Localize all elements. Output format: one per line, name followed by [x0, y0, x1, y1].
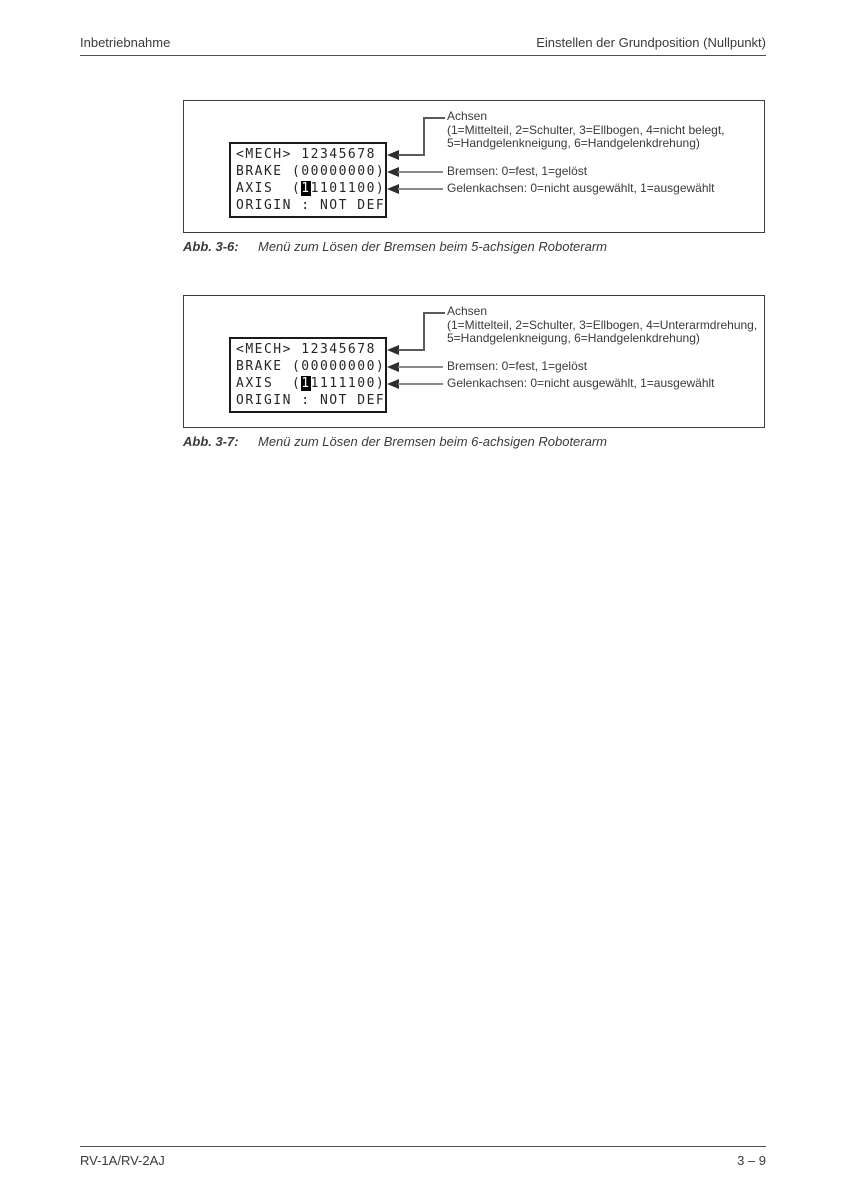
arrow-shaft-axes-top [423, 117, 445, 119]
header-rule [80, 55, 766, 56]
display-line-origin: ORIGIN : NOT DEF [236, 198, 386, 213]
axis-suffix: 1111100) [310, 376, 386, 391]
annotation-brakes: Bremsen: 0=fest, 1=gelöst [447, 359, 588, 373]
figure-abb-3-7 [183, 295, 765, 449]
figure-caption [183, 434, 765, 449]
arrow-shaft-axes [398, 154, 425, 156]
annotation-axes-detail-1: (1=Mittelteil, 2=Schulter, 3=Ellbogen, 4=Unterarmdrehung, [447, 317, 758, 332]
display-line-axis [236, 180, 386, 197]
annotation-axes-detail-1: (1=Mittelteil, 2=Schulter, 3=Ellbogen, 4=nicht belegt, [447, 122, 725, 137]
display-line-brake: BRAKE (00000000) [236, 359, 386, 374]
caption-label: Abb. 3-7: [183, 434, 239, 449]
arrow-elbow-axes [423, 117, 425, 156]
display-line-origin: ORIGIN : NOT DEF [236, 393, 386, 408]
arrow-shaft-brakes [398, 171, 443, 173]
arrow-shaft-joints [398, 383, 443, 385]
annotation-axes-detail-2: 5=Handgelenkneigung, 6=Handgelenkdrehung) [447, 136, 700, 150]
header-chapter-title: Einstellen der Grundposition (Nullpunkt) [536, 35, 766, 50]
arrow-shaft-joints [398, 188, 443, 190]
caption-text: Menü zum Lösen der Bremsen beim 6-achsigen Roboterarm [258, 434, 608, 449]
figure-frame [183, 295, 765, 428]
display-line-brake: BRAKE (00000000) [236, 164, 386, 179]
annotation-axes [447, 305, 757, 346]
axis-cursor-highlight: 1 [301, 376, 311, 391]
annotation-axes-detail-2: 5=Handgelenkneigung, 6=Handgelenkdrehung) [447, 331, 700, 345]
footer-page-number: 3 – 9 [737, 1153, 766, 1168]
arrow-elbow-axes [423, 312, 425, 351]
annotation-joint-axes: Gelenkachsen: 0=nicht ausgewählt, 1=ausgewählt [447, 181, 715, 195]
figure-abb-3-6 [183, 100, 765, 254]
page-footer [80, 1153, 766, 1168]
header-section-title: Inbetriebnahme [80, 35, 171, 50]
annotation-axes-title: Achsen [447, 109, 488, 123]
axis-prefix: AXIS ( [236, 376, 302, 391]
arrow-shaft-axes [398, 349, 425, 351]
footer-model-name: RV-1A/RV-2AJ [80, 1153, 165, 1168]
arrow-shaft-axes-top [423, 312, 445, 314]
annotation-axes-title: Achsen [447, 304, 488, 318]
page-header [80, 35, 766, 50]
annotation-joint-axes: Gelenkachsen: 0=nicht ausgewählt, 1=ausgewählt [447, 376, 715, 390]
axis-cursor-highlight: 1 [301, 181, 311, 196]
arrow-shaft-brakes [398, 366, 443, 368]
teachbox-display [229, 142, 387, 218]
caption-label: Abb. 3-6: [183, 239, 239, 254]
axis-prefix: AXIS ( [236, 181, 302, 196]
annotation-brakes: Bremsen: 0=fest, 1=gelöst [447, 164, 588, 178]
teachbox-display [229, 337, 387, 413]
caption-text: Menü zum Lösen der Bremsen beim 5-achsigen Roboterarm [258, 239, 608, 254]
footer-rule [80, 1146, 766, 1147]
figure-frame [183, 100, 765, 233]
annotation-axes [447, 110, 725, 151]
display-line-mech: <MECH> 12345678 [236, 342, 376, 357]
axis-suffix: 1101100) [310, 181, 386, 196]
display-line-axis [236, 375, 386, 392]
display-line-mech: <MECH> 12345678 [236, 147, 376, 162]
figure-caption [183, 239, 765, 254]
